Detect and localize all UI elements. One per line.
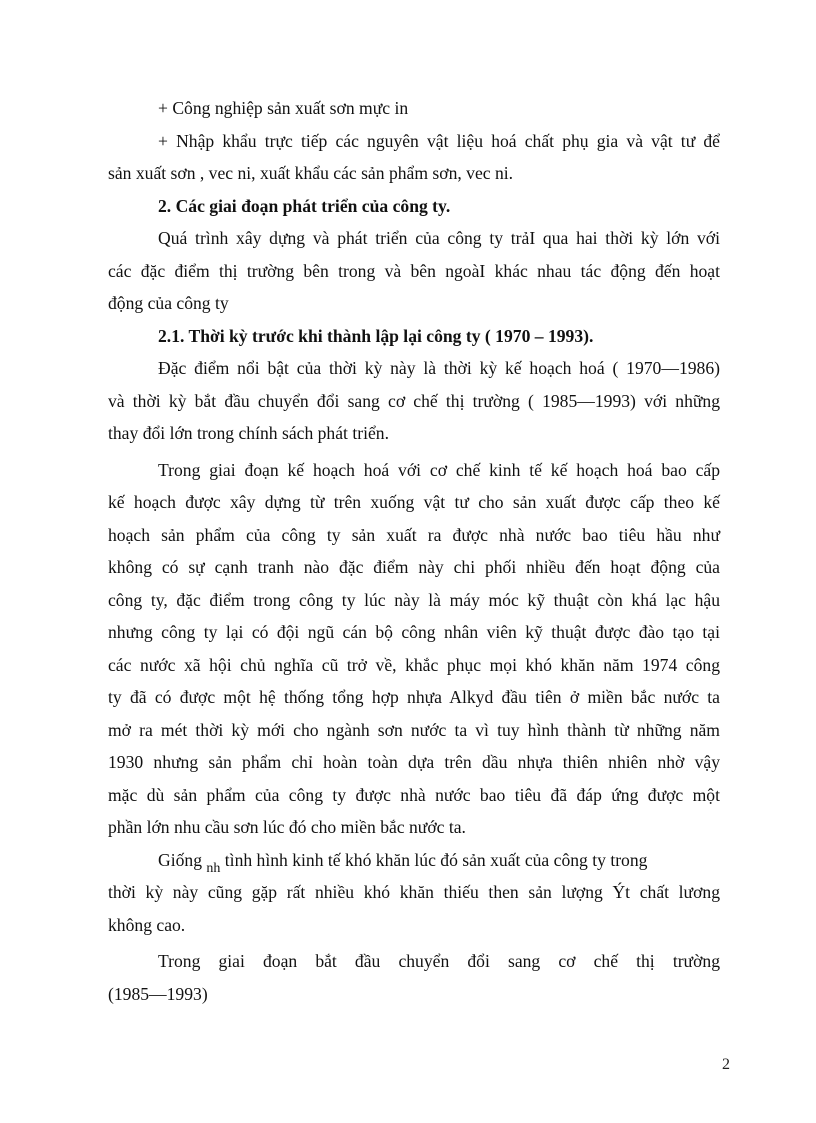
bullet-import-continued: sản xuất sơn , vec ni, xuất khẩu các sản phẩm sơn, vec ni. <box>108 163 514 183</box>
paragraph-line: và thời kỳ bắt đầu chuyển đổi sang cơ chế thị trường ( 1985—1993) với những <box>108 390 720 411</box>
paragraph-line: phần lớn nhu cầu sơn lúc đó cho miền bắc nước ta. <box>108 817 466 837</box>
paragraph-line: các nước xã hội chủ nghĩa cũ trở về, khắc phục mọi khó khăn năm 1974 công <box>108 654 720 675</box>
similar-prefix: Giống <box>158 849 202 870</box>
paragraph-similar-first-line <box>108 844 720 877</box>
paragraph-line: kế hoạch được xây dựng từ trên xuống vật tư cho sản xuất được cấp theo kế <box>108 492 720 512</box>
paragraph-line: hoạch sản phẩm của công ty sản xuất ra được nhà nước bao tiêu hầu như <box>108 524 720 545</box>
bullet-paint-ink: + Công nghiệp sản xuất sơn mực in <box>158 98 409 118</box>
paragraph-line: không cao. <box>108 914 186 935</box>
paragraph-line: thời kỳ này cũng gặp rất nhiều khó khăn thiếu then sản lượng Ýt chất lương <box>108 882 720 902</box>
similar-rest: tình hình kinh tế khó khăn lúc đó sản xuất của công ty trong <box>220 849 648 870</box>
section-heading-2-1: 2.1. Thời kỳ trước khi thành lập lại công ty ( 1970 – 1993). <box>158 325 594 346</box>
section-heading-2: 2. Các giai đoạn phát triển của công ty. <box>158 195 451 216</box>
paragraph-line: công ty, đặc điểm trong công ty lúc này là máy móc kỹ thuật còn khá lạc hậu <box>108 589 720 610</box>
paragraph-line: ty đã có được một hệ thống tổng hợp nhựa Alkyd đầu tiên ở miền bắc nước ta <box>108 687 720 707</box>
paragraph-line: động của công ty <box>108 293 229 313</box>
paragraph-line: thay đổi lớn trong chính sách phát triển. <box>108 423 389 443</box>
paragraph-line: Trong giai đoạn kế hoạch hoá với cơ chế kinh tế kế hoạch hoá bao cấp <box>158 459 720 480</box>
paragraph-line: không có sự cạnh tranh nào đặc điểm này chi phối nhiều đến hoạt động của <box>108 557 720 577</box>
paragraph-line: mở ra mét thời kỳ mới cho ngành sơn nước ta vì tuy hình thành từ những năm <box>108 719 720 740</box>
bullet-import: + Nhập khẩu trực tiếp các nguyên vật liệu hoá chất phụ gia và vật tư để <box>158 130 720 151</box>
paragraph-line: nhưng công ty lại có đội ngũ cán bộ công nhân viên kỹ thuật được đào tạo tại <box>108 622 720 642</box>
paragraph-line: mặc dù sản phẩm của công ty được nhà nước bao tiêu đã đáp ứng được một <box>108 784 720 805</box>
page-number: 2 <box>722 1056 730 1073</box>
paragraph-line: 1930 nhưng sản phẩm chỉ hoàn toàn dựa trên dầu nhựa thiên nhiên nhờ vậy <box>108 752 720 772</box>
paragraph-line: Quá trình xây dựng và phát triển của công ty trảI qua hai thời kỳ lớn với <box>158 228 720 248</box>
similar-subscript: nh <box>206 860 221 876</box>
paragraph-line: Trong giai đoạn bắt đầu chuyển đổi sang cơ chế thị trường <box>158 951 720 971</box>
paragraph-line: các đặc điểm thị trường bên trong và bên ngoàI khác nhau tác động đến hoạt <box>108 260 720 281</box>
page-content <box>108 92 720 1010</box>
paragraph-line: (1985—1993) <box>108 983 208 1004</box>
paragraph-line: Đặc điểm nổi bật của thời kỳ này là thời kỳ kế hoạch hoá ( 1970—1986) <box>158 358 720 378</box>
